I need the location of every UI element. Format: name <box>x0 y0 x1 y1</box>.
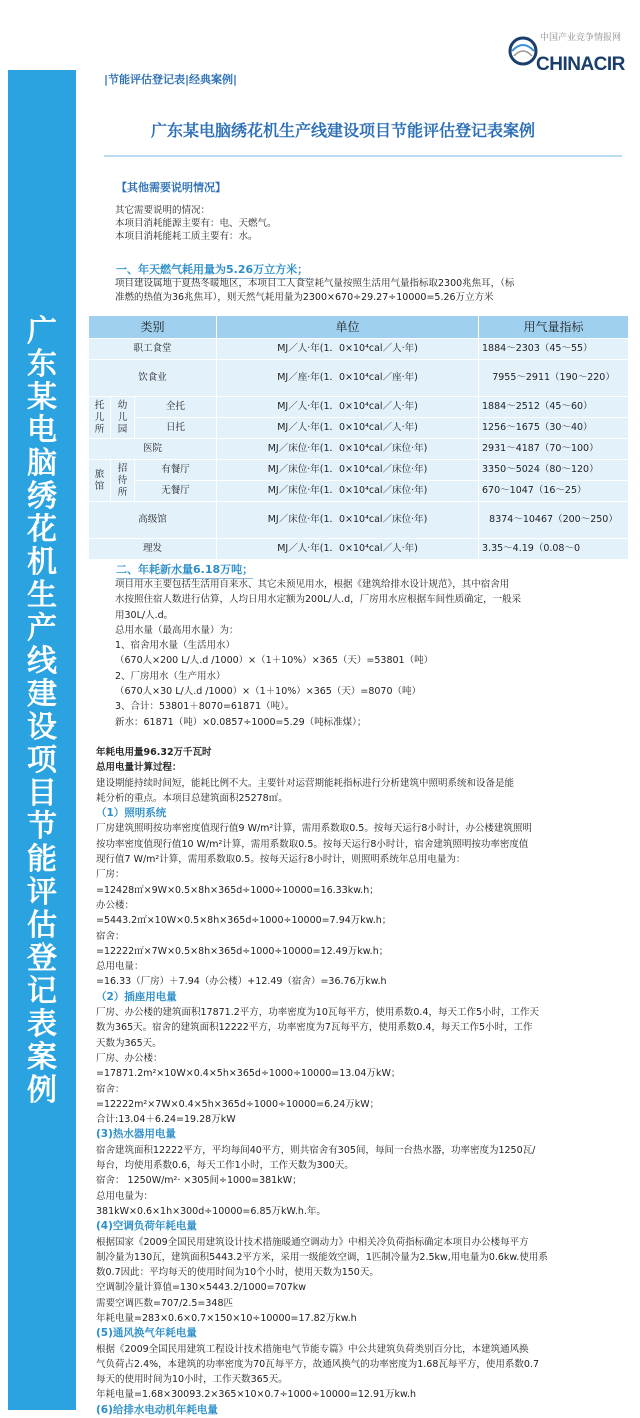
water-line: （670人×200 L/人.d /1000）×（1＋10%）×365（天）=53801（吨） <box>115 655 434 667</box>
electric-line: =17871.2m²×10W×0.4×5h×365d÷1000÷10000=13.04万kW； <box>96 1068 401 1080</box>
electric-line: 根据《2009全国民用建筑工程设计技术措施电气节能专篇》中公共建筑负荷类别百分比，本建筑通风换 <box>96 1343 529 1355</box>
electric-line: 年耗电用量96.32万千瓦时 <box>96 747 212 758</box>
row-value: 3.35～4.19（0.08～0 <box>479 539 629 560</box>
sidebar-title <box>8 315 76 1107</box>
sidebar-title-char: 广 <box>27 314 57 349</box>
water-line: 水按照住宿人数进行估算，人均日用水定额为200L/人.d，厂房用水应根据车间性质确定，一般采 <box>115 594 522 606</box>
row-value: 1884～2303（45～55） <box>479 339 629 360</box>
gas-line: 项目建设属地于夏热冬暖地区，本项目工人食堂耗气量按照生活用气量指标取2300兆焦耳，（标 <box>115 278 515 289</box>
electric-subheading: (6)给排水电动机年耗电量 <box>96 1403 218 1416</box>
row-subgroup: 幼儿园 <box>111 397 135 439</box>
row-group: 托儿所 <box>89 397 111 439</box>
sidebar-title-char: 例 <box>27 1073 57 1108</box>
electric-line: 数为365天。宿舍的建筑面积12222平方，功率密度为7瓦每平方，使用系数0.4，每天工作5小时，工作 <box>96 1022 533 1034</box>
electric-line: =12222m²×7W×0.4×5h×365d÷1000÷10000=6.24万kW； <box>96 1098 380 1110</box>
table-row <box>89 397 629 418</box>
row-value: 1884～2512（45～60） <box>479 397 629 418</box>
row-label: 全托 <box>135 397 217 418</box>
other-heading: 【其他需要说明情况】 <box>116 181 226 194</box>
sidebar-title-char: 设 <box>27 710 57 745</box>
water-line: 总用水量（最高用水量）为： <box>115 624 239 636</box>
electric-section <box>96 745 548 1418</box>
sidebar-title-char: 脑 <box>27 446 57 481</box>
water-line: 新水：61871（吨）×0.0857÷1000=5.29（吨标准煤）； <box>115 716 367 728</box>
electric-line: 按功率密度值现行值10 W/m²计算，需用系数取0.5。按每天运行8小时计，宿舍建筑照明按功率密度值 <box>96 838 529 850</box>
title-divider <box>104 155 622 157</box>
other-line: 本项目消耗能源主要有：电、天燃气。 <box>115 218 277 229</box>
electric-line: 空调制冷量计算值=130×5443.2/1000=707kw <box>96 1282 307 1294</box>
electric-subheading: （2）插座用电量 <box>96 990 177 1003</box>
row-unit: MJ／床位·年(1．0×10⁴cal／床位·年) <box>217 439 479 460</box>
row-label: 职工食堂 <box>89 339 217 360</box>
sidebar-title-char: 节 <box>27 809 57 844</box>
electric-line: 总用电量计算过程： <box>96 762 182 774</box>
electric-line: 合计:13.04＋6.24=19.28万kW <box>96 1114 236 1126</box>
sidebar-title-char: 线 <box>27 644 57 679</box>
row-label: 有餐厅 <box>135 460 217 481</box>
electric-line: 需要空调匹数=707/2.5=348匹 <box>96 1297 233 1309</box>
sidebar-title-char: 目 <box>27 776 57 811</box>
sidebar-title-char: 评 <box>27 875 57 910</box>
electric-line: 数0.7因此：平均每天的使用时间为10个小时，使用天数为150天。 <box>96 1267 379 1279</box>
gas-table <box>88 315 629 560</box>
water-line: （670人×30 L/人.d /1000）×（1＋10%）×365（天）=8070（吨） <box>115 686 421 698</box>
electric-line: 气负荷占2.4%，本建筑的功率密度为70瓦每平方，故通风换气的功率密度为1.68瓦每平方，使用系数0.7 <box>96 1358 539 1370</box>
table-row <box>89 439 629 460</box>
row-unit: MJ／床位·年(1．0×10⁴cal／床位·年) <box>217 460 479 481</box>
water-paragraph <box>115 577 521 730</box>
table-row <box>89 339 629 360</box>
sidebar-title-char: 绣 <box>27 479 57 514</box>
electric-line: 总用电量： <box>96 961 144 973</box>
logo-en-text: CHINACIR <box>536 54 625 75</box>
table-row <box>89 460 629 481</box>
electric-subheading: (5)通风换气年耗电量 <box>96 1327 197 1340</box>
electric-line: 宿舍： <box>96 930 125 942</box>
sidebar-title-char: 登 <box>27 941 57 976</box>
electric-line: 建设期能持续时间短，能耗比例不大。主要针对运营期能耗指标进行分析建筑中照明系统和设备是能 <box>96 777 515 789</box>
row-unit: MJ／人·年(1．0×10⁴cal／人·年) <box>217 397 479 418</box>
row-unit: MJ／座·年(1．0×10⁴cal／座·年) <box>217 360 479 397</box>
row-value: 7955～2911（190～220） <box>479 360 629 397</box>
gas-heading-text: 一、年天燃气耗用量为5.26万立方米； <box>116 261 308 279</box>
row-label: 无餐厅 <box>135 481 217 502</box>
electric-subheading: (3)热水器用电量 <box>96 1128 176 1141</box>
breadcrumb[interactable]: |节能评估登记表|经典案例| <box>104 73 238 86</box>
table-row <box>89 539 629 560</box>
table-header-value: 用气量指标 <box>479 316 629 339</box>
water-line: 2、厂房用水（生产用水） <box>115 670 226 682</box>
sidebar-title-char: 估 <box>27 908 57 943</box>
sidebar-title-char: 花 <box>27 512 57 547</box>
sidebar-title-char: 东 <box>27 347 57 382</box>
sidebar-title-char: 生 <box>27 578 57 613</box>
sidebar-banner <box>8 70 76 1410</box>
row-unit: MJ／床位·年(1．0×10⁴cal／床位·年) <box>217 481 479 502</box>
chinacir-logo[interactable] <box>506 26 626 86</box>
table-row <box>89 360 629 397</box>
electric-line: =12428㎡×9W×0.5×8h×365d÷1000÷10000=16.33kw.h； <box>96 884 379 896</box>
table-header-unit: 单位 <box>217 316 479 339</box>
row-value: 8374～10467（200～250） <box>479 502 629 539</box>
electric-line: 年耗电量=1.68×30093.2×365×10×0.7÷1000÷10000=12.91万kw.h <box>96 1389 416 1401</box>
electric-line: 办公楼： <box>96 899 135 911</box>
sidebar-title-char: 能 <box>27 842 57 877</box>
row-label: 高级馆 <box>89 502 217 539</box>
sidebar-title-char: 机 <box>27 545 57 580</box>
row-unit: MJ／床位·年(1．0×10⁴cal／床位·年) <box>217 502 479 539</box>
gas-heading <box>116 261 308 279</box>
row-label: 日托 <box>135 418 217 439</box>
row-value: 3350～5024（80～120） <box>479 460 629 481</box>
water-line: 1、宿舍用水量（生活用水） <box>115 640 236 652</box>
table-row <box>89 481 629 502</box>
row-label: 饮食业 <box>89 360 217 397</box>
electric-line: 厂房建筑照明按功率密度值现行值9 W/m²计算，需用系数取0.5。按每天运行8小时计，办公楼建筑照明 <box>96 823 532 835</box>
row-unit: MJ／人·年(1．0×10⁴cal／人·年) <box>217 539 479 560</box>
electric-line: 现行值7 W/m²计算，需用系数取0.5。按每天运行8小时计，则照明系统年总用电量为： <box>96 854 466 866</box>
electric-line: =5443.2㎡×10W×0.5×8h×365d÷1000÷10000=7.94万kw.h； <box>96 915 392 927</box>
row-unit: MJ／人·年(1．0×10⁴cal／人·年) <box>217 418 479 439</box>
electric-subheading: （1）照明系统 <box>96 807 167 820</box>
electric-line: 381kW×0.6×1h×300d÷10000=6.85万kW.h.年。 <box>96 1205 326 1217</box>
row-subgroup: 招待所 <box>111 460 135 502</box>
row-label: 理发 <box>89 539 217 560</box>
globe-icon <box>508 36 538 66</box>
electric-line: 宿舍： 1250W/m²· ×305间÷1000=381kW； <box>96 1175 302 1187</box>
electric-line: 年耗电量=283×0.6×0.7×150×10÷10000=17.82万kw.h <box>96 1312 357 1324</box>
sidebar-title-char: 某 <box>27 380 57 415</box>
electric-line: 总用电量为： <box>96 1190 154 1202</box>
sidebar-title-char: 建 <box>27 677 57 712</box>
row-label: 医院 <box>89 439 217 460</box>
sidebar-title-char: 项 <box>27 743 57 778</box>
electric-line: 耗分析的重点。本项目总建筑面积25278㎡。 <box>96 792 288 804</box>
other-line: 本项目消耗能耗工质主要有：水。 <box>115 231 258 242</box>
water-line: 用30L/人.d。 <box>115 609 174 621</box>
electric-line: 制冷量为130瓦，建筑面积5443.2平方米，采用一级能效空调，1匹制冷量为2.5kw,用电量为0.6kw.使用系 <box>96 1251 548 1263</box>
electric-line: 厂房、办公楼： <box>96 1052 163 1064</box>
table-row <box>89 502 629 539</box>
row-value: 1256～1675（30～40） <box>479 418 629 439</box>
sidebar-title-char: 电 <box>27 413 57 448</box>
page-title: 广东某电脑绣花机生产线建设项目节能评估登记表案例 <box>150 121 535 140</box>
sidebar-title-char: 表 <box>27 1007 57 1042</box>
table-header-category: 类别 <box>89 316 217 339</box>
row-unit: MJ／人·年(1．0×10⁴cal／人·年) <box>217 339 479 360</box>
row-value: 670～1047（16～25） <box>479 481 629 502</box>
sidebar-title-char: 案 <box>27 1040 57 1075</box>
electric-subheading: (4)空调负荷年耗电量 <box>96 1220 197 1233</box>
logo-cn-text: 中国产业竞争情报网 <box>540 33 622 43</box>
gas-line: 准燃的热值为36兆焦耳），则天然气耗用量为2300×670÷29.27÷10000=5.26万立方米 <box>115 292 494 303</box>
table-row <box>89 418 629 439</box>
row-group: 旅馆 <box>89 460 111 502</box>
water-heading-text: 二、年耗新水量6.18万吨； <box>116 561 253 579</box>
sidebar-title-char: 产 <box>27 611 57 646</box>
electric-line: 宿舍建筑面积12222平方，平均每间40平方，则共宿舍有305间，每间一台热水器，功率密度为1250瓦/ <box>96 1144 536 1156</box>
electric-line: 每天的使用时间为10小时，工作天数365天。 <box>96 1374 288 1386</box>
row-value: 2931～4187（70～100） <box>479 439 629 460</box>
water-line: 3、合计：53801＋8070=61871（吨）。 <box>115 701 295 713</box>
sidebar-title-char: 记 <box>27 974 57 1009</box>
table-header-row <box>89 316 629 339</box>
electric-line: 天数为365天。 <box>96 1037 162 1049</box>
electric-line: 每台，均使用系数0.6，每天工作1小时，工作天数为300天。 <box>96 1160 354 1172</box>
electric-line: 厂房： <box>96 869 125 881</box>
other-line: 其它需要说明的情况： <box>115 205 211 216</box>
electric-line: 宿舍： <box>96 1083 125 1095</box>
water-line: 项目用水主要包括生活用自来水、其它未预见用水，根据《建筑给排水设计规范》，其中宿舍用 <box>115 579 510 590</box>
electric-line: 厂房、办公楼的建筑面积17871.2平方，功率密度为10瓦每平方，使用系数0.4，每天工作5小时，工作天 <box>96 1007 540 1019</box>
electric-line: 根据国家《2009全国民用建筑设计技术措施暖通空调动力》中相关冷负荷指标确定本项目办公楼每平方 <box>96 1236 529 1248</box>
electric-line: =16.33（厂房）＋7.94（办公楼）+12.49（宿舍）=36.76万kw.h <box>96 976 387 988</box>
electric-line: =12222㎡×7W×0.5×8h×365d÷1000÷10000=12.49万kw.h； <box>96 945 389 957</box>
